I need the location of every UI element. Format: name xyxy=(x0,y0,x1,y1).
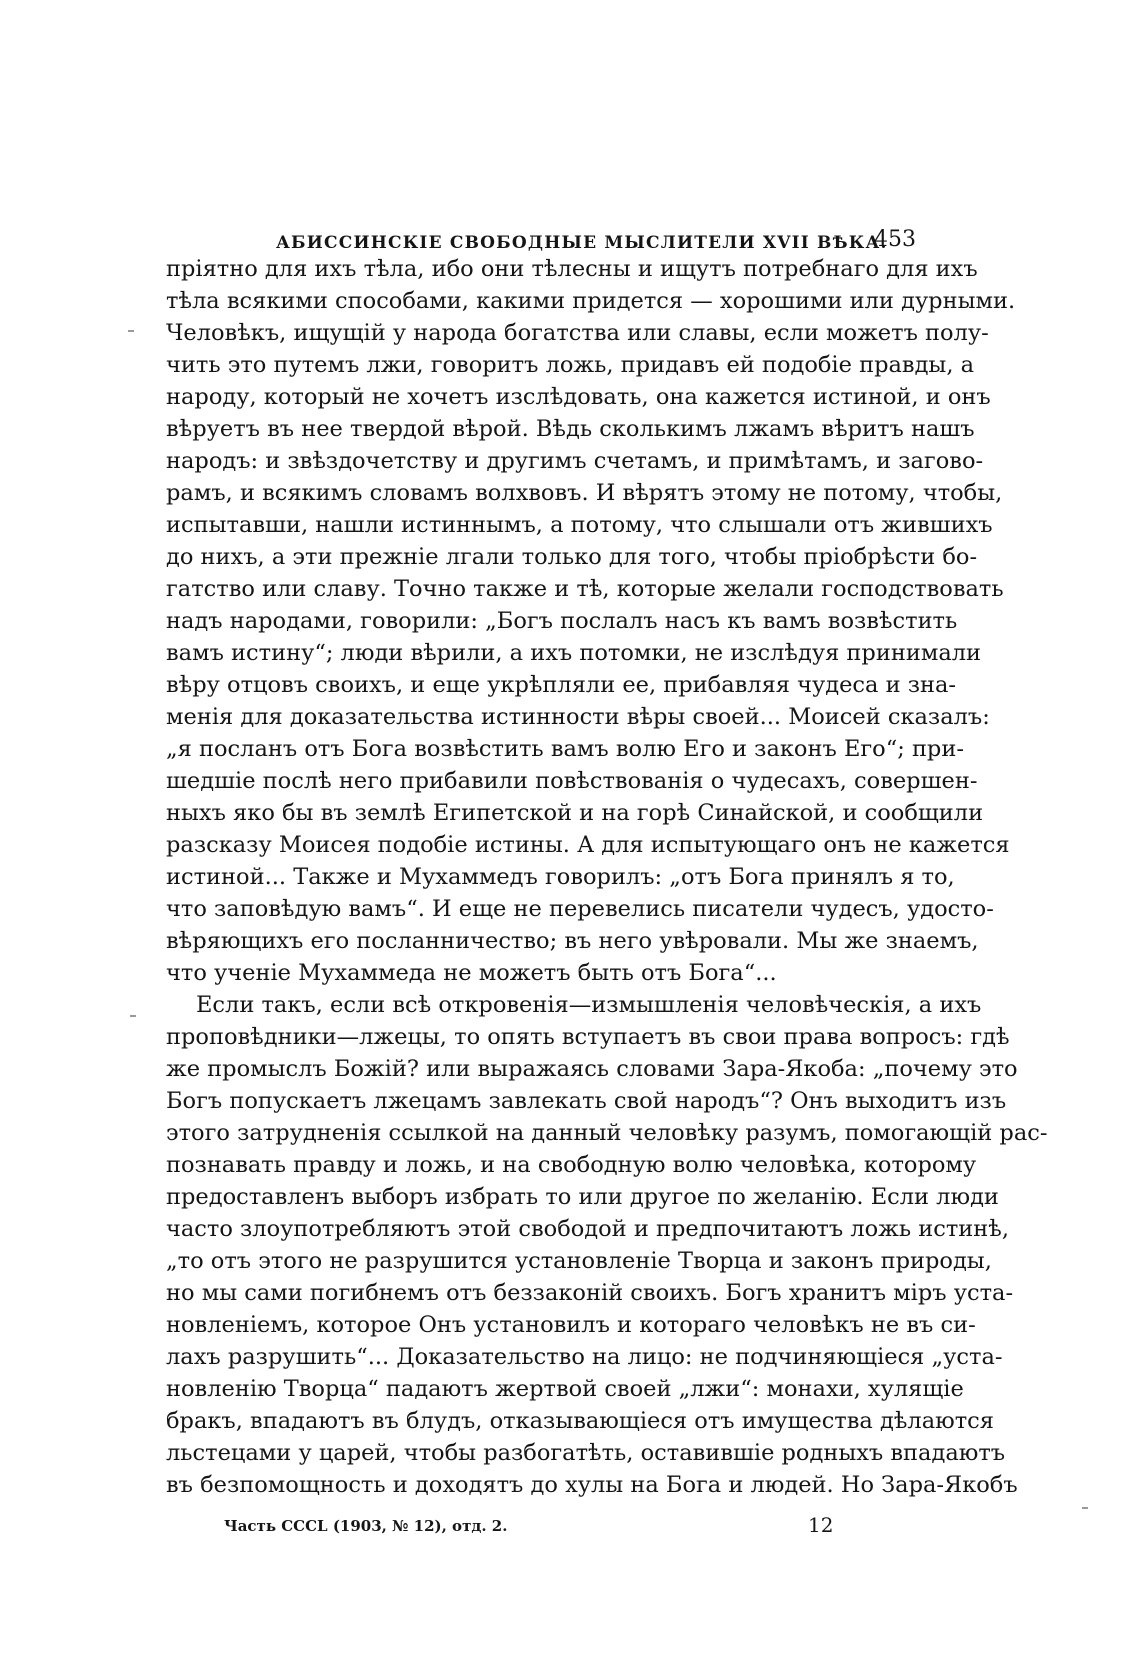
text-line: пріятно для ихъ тѣла, ибо они тѣлесны и ищутъ потребнаго для ихъ xyxy=(166,256,978,282)
margin-mark xyxy=(130,1015,136,1017)
text-line: въ безпомощность и доходятъ до хулы на Бога и людей. Но Зара-Якобъ xyxy=(166,1472,1018,1498)
text-line: но мы сами погибнемъ отъ беззаконій своихъ. Богъ хранитъ міръ уста- xyxy=(166,1280,1014,1306)
text-line: вѣряющихъ его посланничество; въ него увѣровали. Мы же знаемъ, xyxy=(166,928,979,954)
text-line: тѣла всякими способами, какими придется — хорошими или дурными. xyxy=(166,288,1016,314)
text-line: лахъ разрушить“... Доказательство на лицо: не подчиняющіеся „уста- xyxy=(166,1344,1003,1370)
text-line: этого затрудненія ссылкой на данный человѣку разумъ, помогающій рас- xyxy=(166,1120,1048,1146)
text-line: народъ: и звѣздочетству и другимъ счетамъ, и примѣтамъ, и загово- xyxy=(166,448,984,474)
text-line: разсказу Моисея подобіе истины. А для испытующаго онъ не кажется xyxy=(166,832,1010,858)
text-line: рамъ, и всякимъ словамъ волхвовъ. И вѣрятъ этому не потому, чтобы, xyxy=(166,480,1003,506)
text-line: познавать правду и ложь, и на свободную волю человѣка, которому xyxy=(166,1152,977,1178)
text-line: чить это путемъ лжи, говоритъ ложь, придавъ ей подобіе правды, а xyxy=(166,352,975,378)
running-title: АБИССИНСКІЕ СВОБОДНЫЕ МЫСЛИТЕЛИ XVII ВѢКА. xyxy=(276,233,888,253)
running-head xyxy=(166,215,916,253)
body-text xyxy=(166,253,1048,1501)
text-line: народу, который не хочетъ изслѣдовать, она кажется истиной, и онъ xyxy=(166,384,991,410)
text-line: вамъ истину“; люди вѣрили, а ихъ потомки, не изслѣдуя принимали xyxy=(166,640,982,666)
text-line: менія для доказательства истинности вѣры своей... Моисей сказалъ: xyxy=(166,704,990,730)
page-number: 453 xyxy=(874,227,916,252)
text-line: же промыслъ Божій? или выражаясь словами Зара-Якоба: „почему это xyxy=(166,1056,1018,1082)
page-content xyxy=(166,215,1048,1541)
paragraph-end-line: что ученіе Мухаммеда не можетъ быть отъ Бога“... xyxy=(166,960,777,986)
text-line: Человѣкъ, ищущій у народа богатства или славы, если можетъ полу- xyxy=(166,320,989,346)
margin-mark xyxy=(128,330,134,332)
text-line: испытавши, нашли истиннымъ, а потому, что слышали отъ жившихъ xyxy=(166,512,993,538)
text-line: „то отъ этого не разрушится установленіе Творца и законъ природы, xyxy=(166,1248,992,1274)
text-line: ныхъ яко бы въ землѣ Египетской и на горѣ Синайской, и сообщили xyxy=(166,800,984,826)
text-line: шедшіе послѣ него прибавили повѣствованія о чудесахъ, совершен- xyxy=(166,768,978,794)
printer-signature: Часть CCCL (1903, № 12), отд. 2. xyxy=(224,1517,508,1535)
text-line: „я посланъ отъ Бога возвѣстить вамъ волю Его и законъ Его“; при- xyxy=(166,736,964,762)
text-line: предоставленъ выборъ избрать то или другое по желанію. Если люди xyxy=(166,1184,999,1210)
text-line: часто злоупотребляютъ этой свободой и предпочитаютъ ложь истинѣ, xyxy=(166,1216,1010,1242)
text-line: вѣру отцовъ своихъ, и еще укрѣпляли ее, прибавляя чудеса и зна- xyxy=(166,672,957,698)
page-footer xyxy=(166,1511,916,1541)
paragraph-start-line: Если такъ, если всѣ откровенія—измышленія человѣческія, а ихъ xyxy=(196,992,982,1018)
text-line: новленіемъ, которое Онъ установилъ и котораго человѣкъ не въ си- xyxy=(166,1312,976,1338)
text-line: истиной... Также и Мухаммедъ говорилъ: „отъ Бога принялъ я то, xyxy=(166,864,955,890)
sheet-number: 12 xyxy=(808,1513,834,1537)
text-line: гатство или славу. Точно также и тѣ, которые желали господствовать xyxy=(166,576,1004,602)
text-line: до нихъ, а эти прежніе лгали только для того, чтобы пріобрѣсти бо- xyxy=(166,544,978,570)
text-line: надъ народами, говорили: „Богъ послалъ насъ къ вамъ возвѣстить xyxy=(166,608,958,634)
text-line: что заповѣдую вамъ“. И еще не перевелись писатели чудесъ, удосто- xyxy=(166,896,994,922)
margin-mark xyxy=(1082,1507,1088,1509)
text-line: бракъ, впадаютъ въ блудъ, отказывающіеся отъ имущества дѣлаются xyxy=(166,1408,994,1434)
text-line: вѣруетъ въ нее твердой вѣрой. Вѣдь сколькимъ лжамъ вѣритъ нашъ xyxy=(166,416,975,442)
text-line: льстецами у царей, чтобы разбогатѣть, оставившіе родныхъ впадаютъ xyxy=(166,1440,1006,1466)
text-line: проповѣдники—лжецы, то опять вступаетъ въ свои права вопросъ: гдѣ xyxy=(166,1024,1010,1050)
text-line: новленію Творца“ падаютъ жертвой своей „лжи“: монахи, хулящіе xyxy=(166,1376,964,1402)
text-line: Богъ попускаетъ лжецамъ завлекать свой народъ“? Онъ выходитъ изъ xyxy=(166,1088,1007,1114)
